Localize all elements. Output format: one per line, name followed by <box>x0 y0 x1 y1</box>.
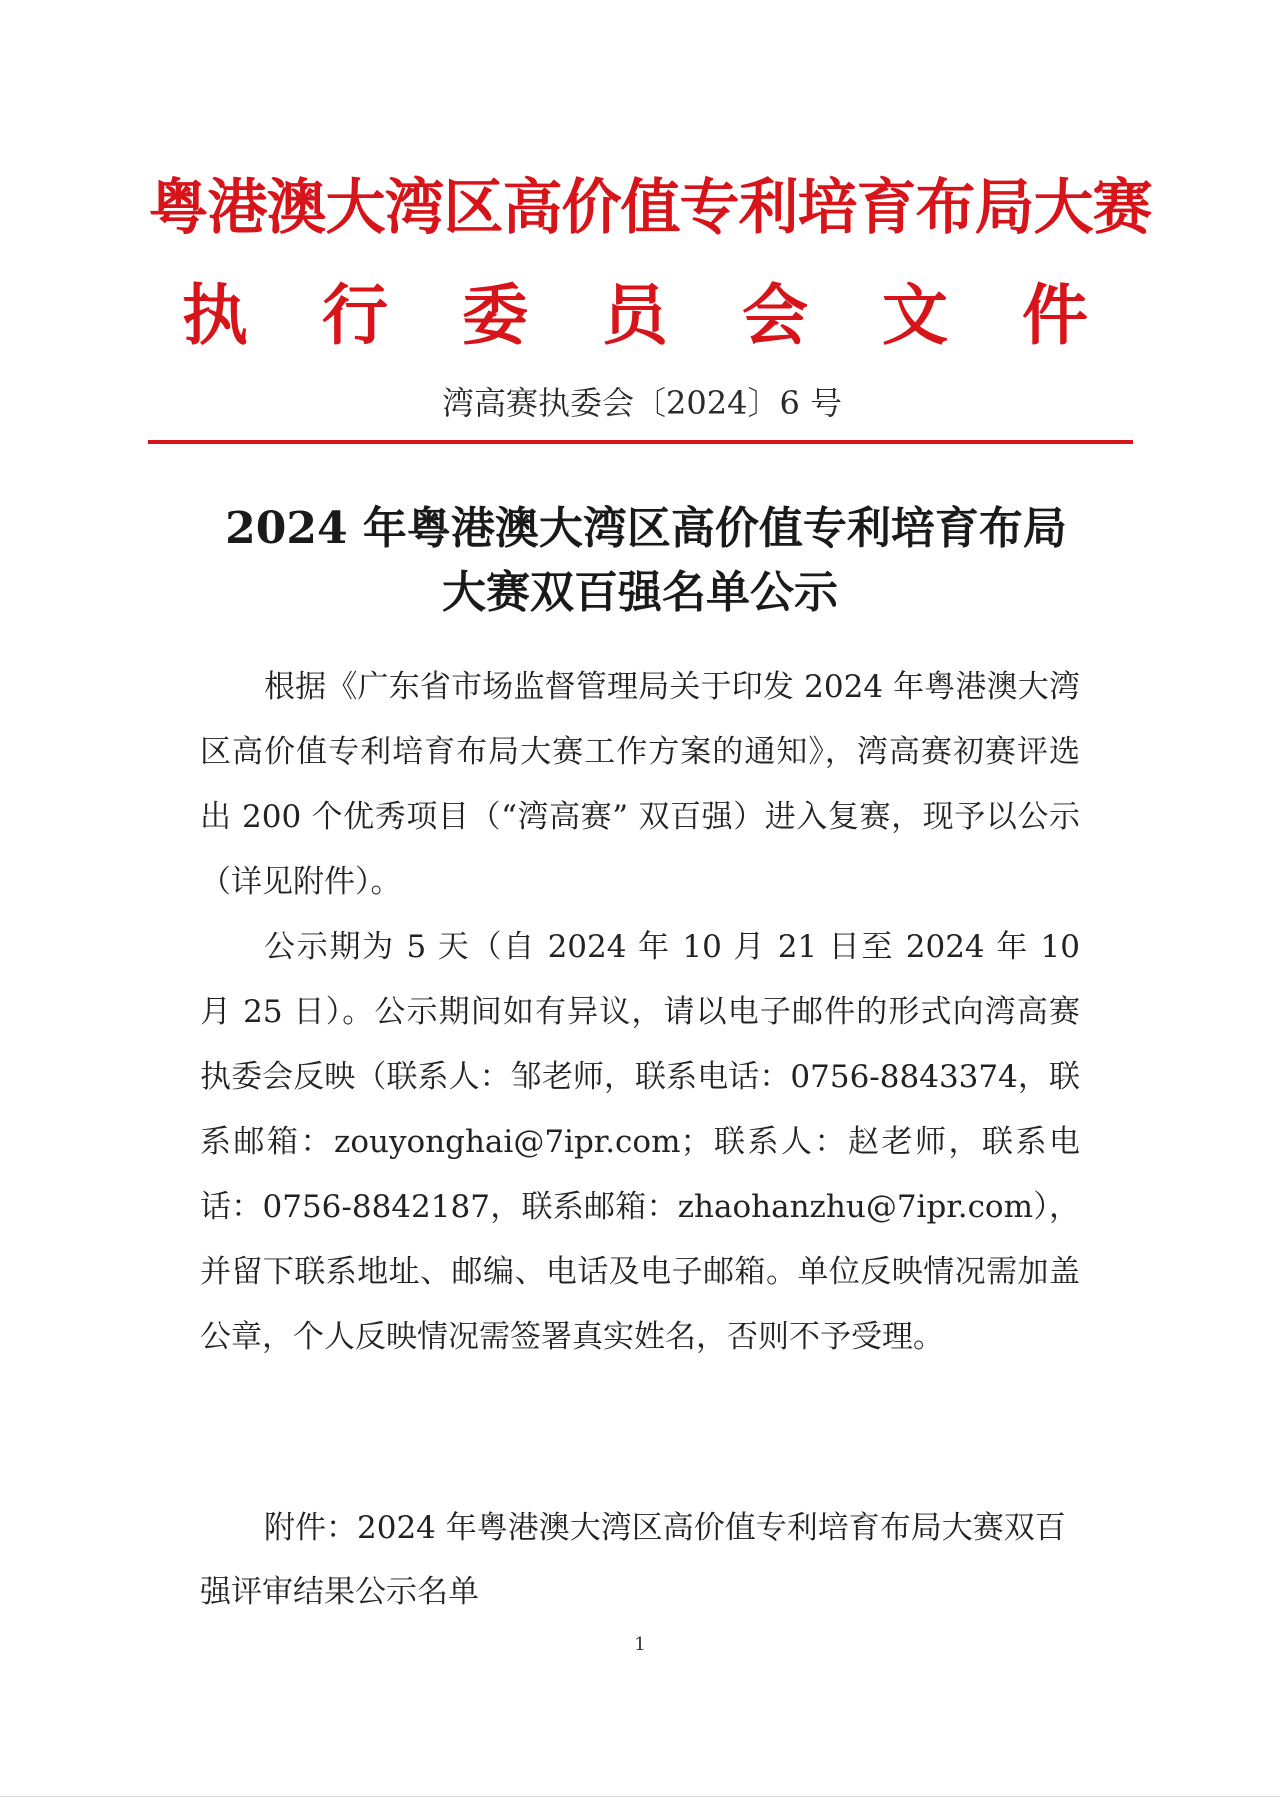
document-number: 湾高赛执委会〔2024〕6 号 <box>442 384 842 422</box>
header-document-type-title: 执行委员会文件 <box>182 277 1162 354</box>
red-divider-line <box>148 440 1133 444</box>
body-paragraph-publicity-period: 公示期为 5 天（自 2024 年 10 月 21 日至 2024 年 10 月 25 日）。公示期间如有异议，请以电子邮件的形式向湾高赛执委会反映（联系人：邹老师，联系电话：0756-8843374，联系邮箱：zouyonghai@7ipr.com；联系人：赵老师，联系电话：0756-8842187，联系邮箱：zhaohanzhu@7ipr.com），并留下联系地址、邮编、电话及电子邮箱。单位反映情况需加盖公章，个人反映情况需签署真实姓名，否则不予受理。 <box>200 929 1080 1355</box>
notice-title-line-1: 2024 年粤港澳大湾区高价值专利培育布局 <box>225 503 1067 554</box>
attachment-note: 附件：2024 年粤港澳大湾区高价值专利培育布局大赛双百强评审结果公示名单 <box>200 1510 1066 1610</box>
header-organization-title: 粤港澳大湾区高价值专利培育布局大赛 <box>148 173 1152 243</box>
body-paragraph-announcement: 根据《广东省市场监督管理局关于印发 2024 年粤港澳大湾区高价值专利培育布局大赛工作方案的通知》，湾高赛初赛评选出 200 个优秀项目（“湾高赛” 双百强）进入复赛，现予以公示（详见附件）。 <box>200 669 1080 900</box>
page-bottom-edge <box>0 1796 1280 1797</box>
page-number: 1 <box>634 1634 646 1655</box>
notice-title-line-2: 大赛双百强名单公示 <box>442 567 838 618</box>
